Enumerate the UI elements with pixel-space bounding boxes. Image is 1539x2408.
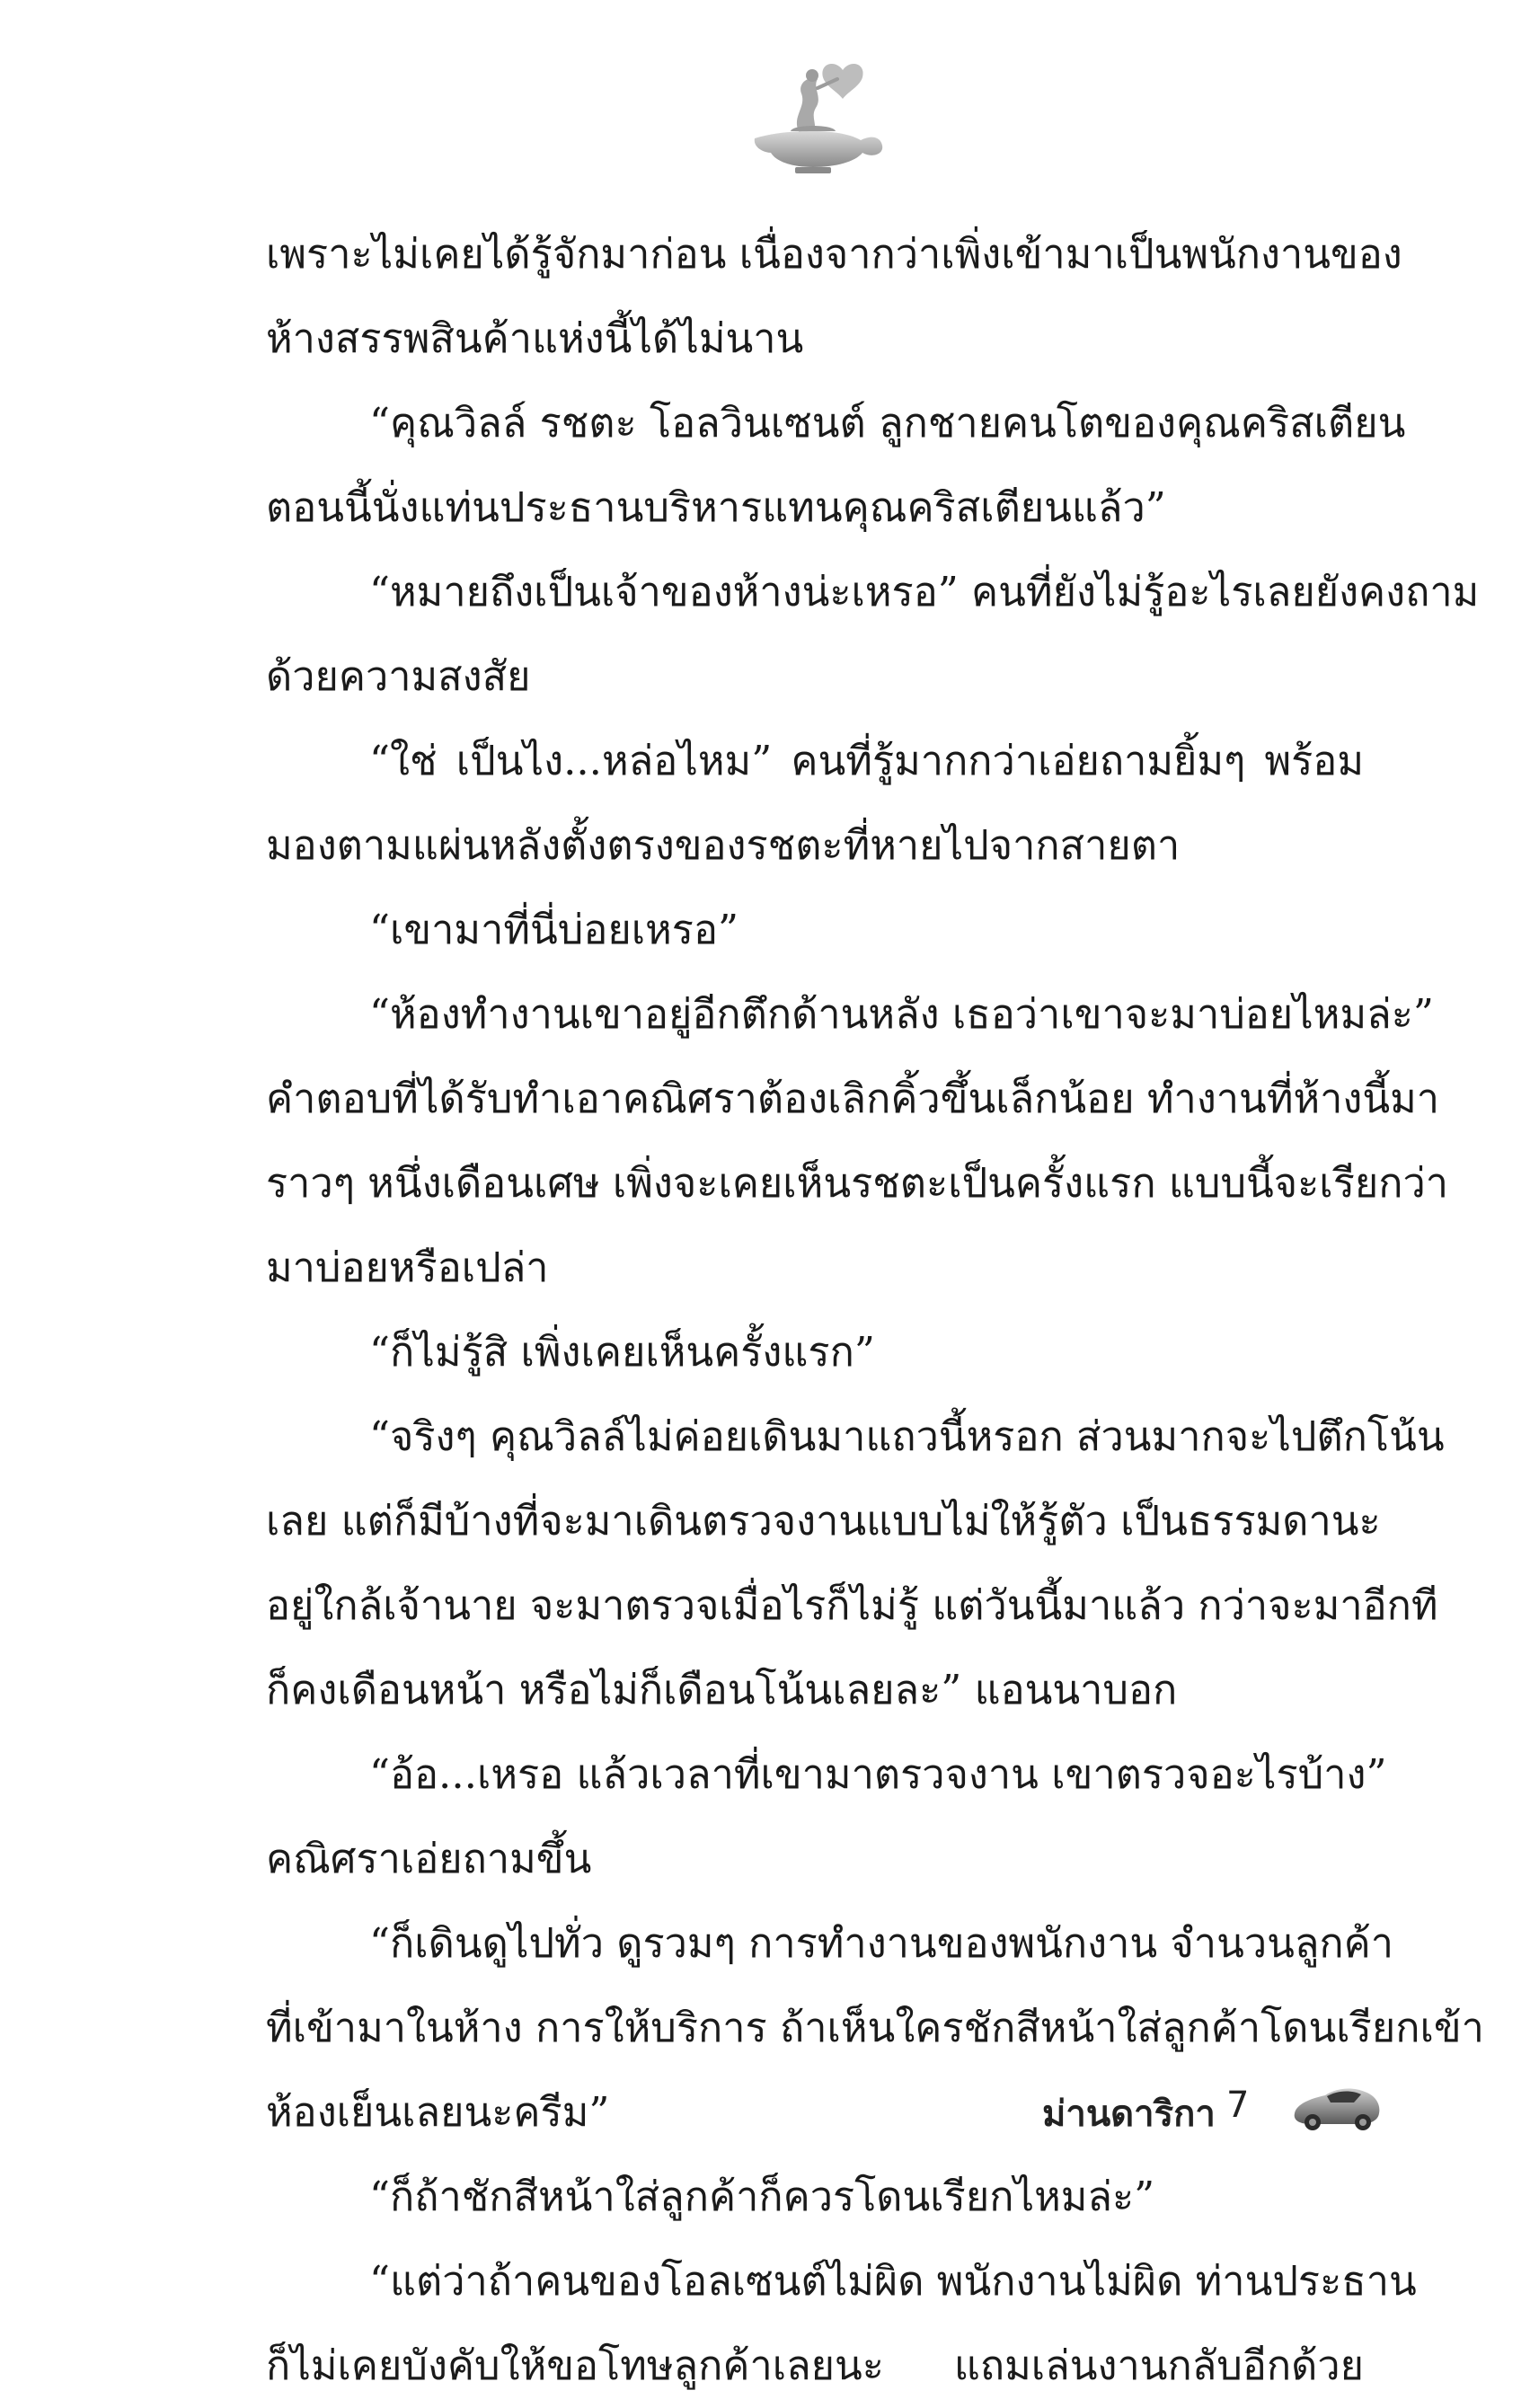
text-line: “เขามาที่นี่บ่อยเหรอ” (369, 906, 739, 953)
text-line: ก็คงเดือนหน้า หรือไม่ก็เดือนโน้นเลยละ” แอนนาบอก (266, 1666, 1178, 1713)
text-line: ด้วยความสงสัย (266, 652, 531, 700)
text-line: “ใช่ เป็นไง...หล่อไหม” คนที่รู้มากกว่าเอ่ยถามยิ้มๆ พร้อม (369, 737, 1364, 784)
text-line: เพราะไม่เคยได้รู้จักมาก่อน เนื่องจากว่าเพิ่งเข้ามาเป็นพนักงานของ (266, 230, 1402, 278)
genie-lamp-heart-icon (737, 52, 889, 178)
page-number: 7 (1226, 2085, 1250, 2126)
text-line: คณิศราเอ่ยถามขึ้น (266, 1835, 592, 1882)
text-line: มาบ่อยหรือเปล่า (266, 1244, 549, 1291)
sports-car-icon (1289, 2077, 1384, 2137)
text-line: ราวๆ หนึ่งเดือนเศษ เพิ่งจะเคยเห็นรชตะเป็นครั้งแรก แบบนี้จะเรียกว่า (266, 1159, 1449, 1207)
text-line: “หมายถึงเป็นเจ้าของห้างน่ะเหรอ” คนที่ยังไม่รู้อะไรเลยยังคงถาม (369, 568, 1480, 615)
text-line: “คุณวิลล์ รชตะ โอลวินเซนต์ ลูกชายคนโตของคุณคริสเตียน (369, 399, 1406, 447)
text-line: มองตามแผ่นหลังตั้งตรงของรชตะที่หายไปจากสายตา (266, 821, 1181, 869)
text-line: ที่เข้ามาในห้าง การให้บริการ ถ้าเห็นใครชักสีหน้าใส่ลูกค้าโดนเรียกเข้า (266, 2004, 1484, 2051)
text-line: “แต่ว่าถ้าคนของโอลเซนต์ไม่ผิด พนักงานไม่ผิด ท่านประธาน (369, 2257, 1417, 2305)
text-line: ก็ไม่เคยบังคับให้ขอโทษลูกค้าเลยนะ แถมเล่นงานกลับอีกด้วย (266, 2342, 1364, 2389)
text-line: ตอนนี้นั่งแท่นประธานบริหารแทนคุณคริสเตียนแล้ว” (266, 483, 1166, 531)
text-line: ห้างสรรพสินค้าแห่งนี้ได้ไม่นาน (266, 314, 804, 362)
text-line: คำตอบที่ได้รับทำเอาคณิศราต้องเลิกคิ้วขึ้นเล็กน้อย ทำงานที่ห้างนี้มา (266, 1075, 1440, 1122)
text-line: ห้องเย็นเลยนะครีม” (266, 2088, 610, 2136)
page-footer (952, 2058, 1384, 2156)
book-title: ม่านดาริกา (1042, 2094, 1216, 2135)
text-line: “อ้อ...เหรอ แล้วเวลาที่เขามาตรวจงาน เขาตรวจอะไรบ้าง” (369, 1750, 1387, 1798)
text-line: อยู่ใกล้เจ้านาย จะมาตรวจเมื่อไรก็ไม่รู้ แต่วันนี้มาแล้ว กว่าจะมาอีกที (266, 1581, 1438, 1629)
text-line: “จริงๆ คุณวิลล์ไม่ค่อยเดินมาแถวนี้หรอก ส่วนมากจะไปตึกโน้น (369, 1412, 1445, 1460)
text-line: “ก็ถ้าชักสีหน้าใส่ลูกค้าก็ควรโดนเรียกไหมล่ะ” (369, 2173, 1155, 2220)
text-line: เลย แต่ก็มีบ้างที่จะมาเดินตรวจงานแบบไม่ให้รู้ตัว เป็นธรรมดานะ (266, 1497, 1381, 1545)
text-line: “ก็ไม่รู้สิ เพิ่งเคยเห็นครั้งแรก” (369, 1328, 875, 1376)
text-line: “ห้องทำงานเขาอยู่อีกตึกด้านหลัง เธอว่าเขาจะมาบ่อยไหมล่ะ” (369, 990, 1434, 1038)
text-line: “ก็เดินดูไปทั่ว ดูรวมๆ การทำงานของพนักงาน จำนวนลูกค้า (369, 1919, 1394, 1967)
